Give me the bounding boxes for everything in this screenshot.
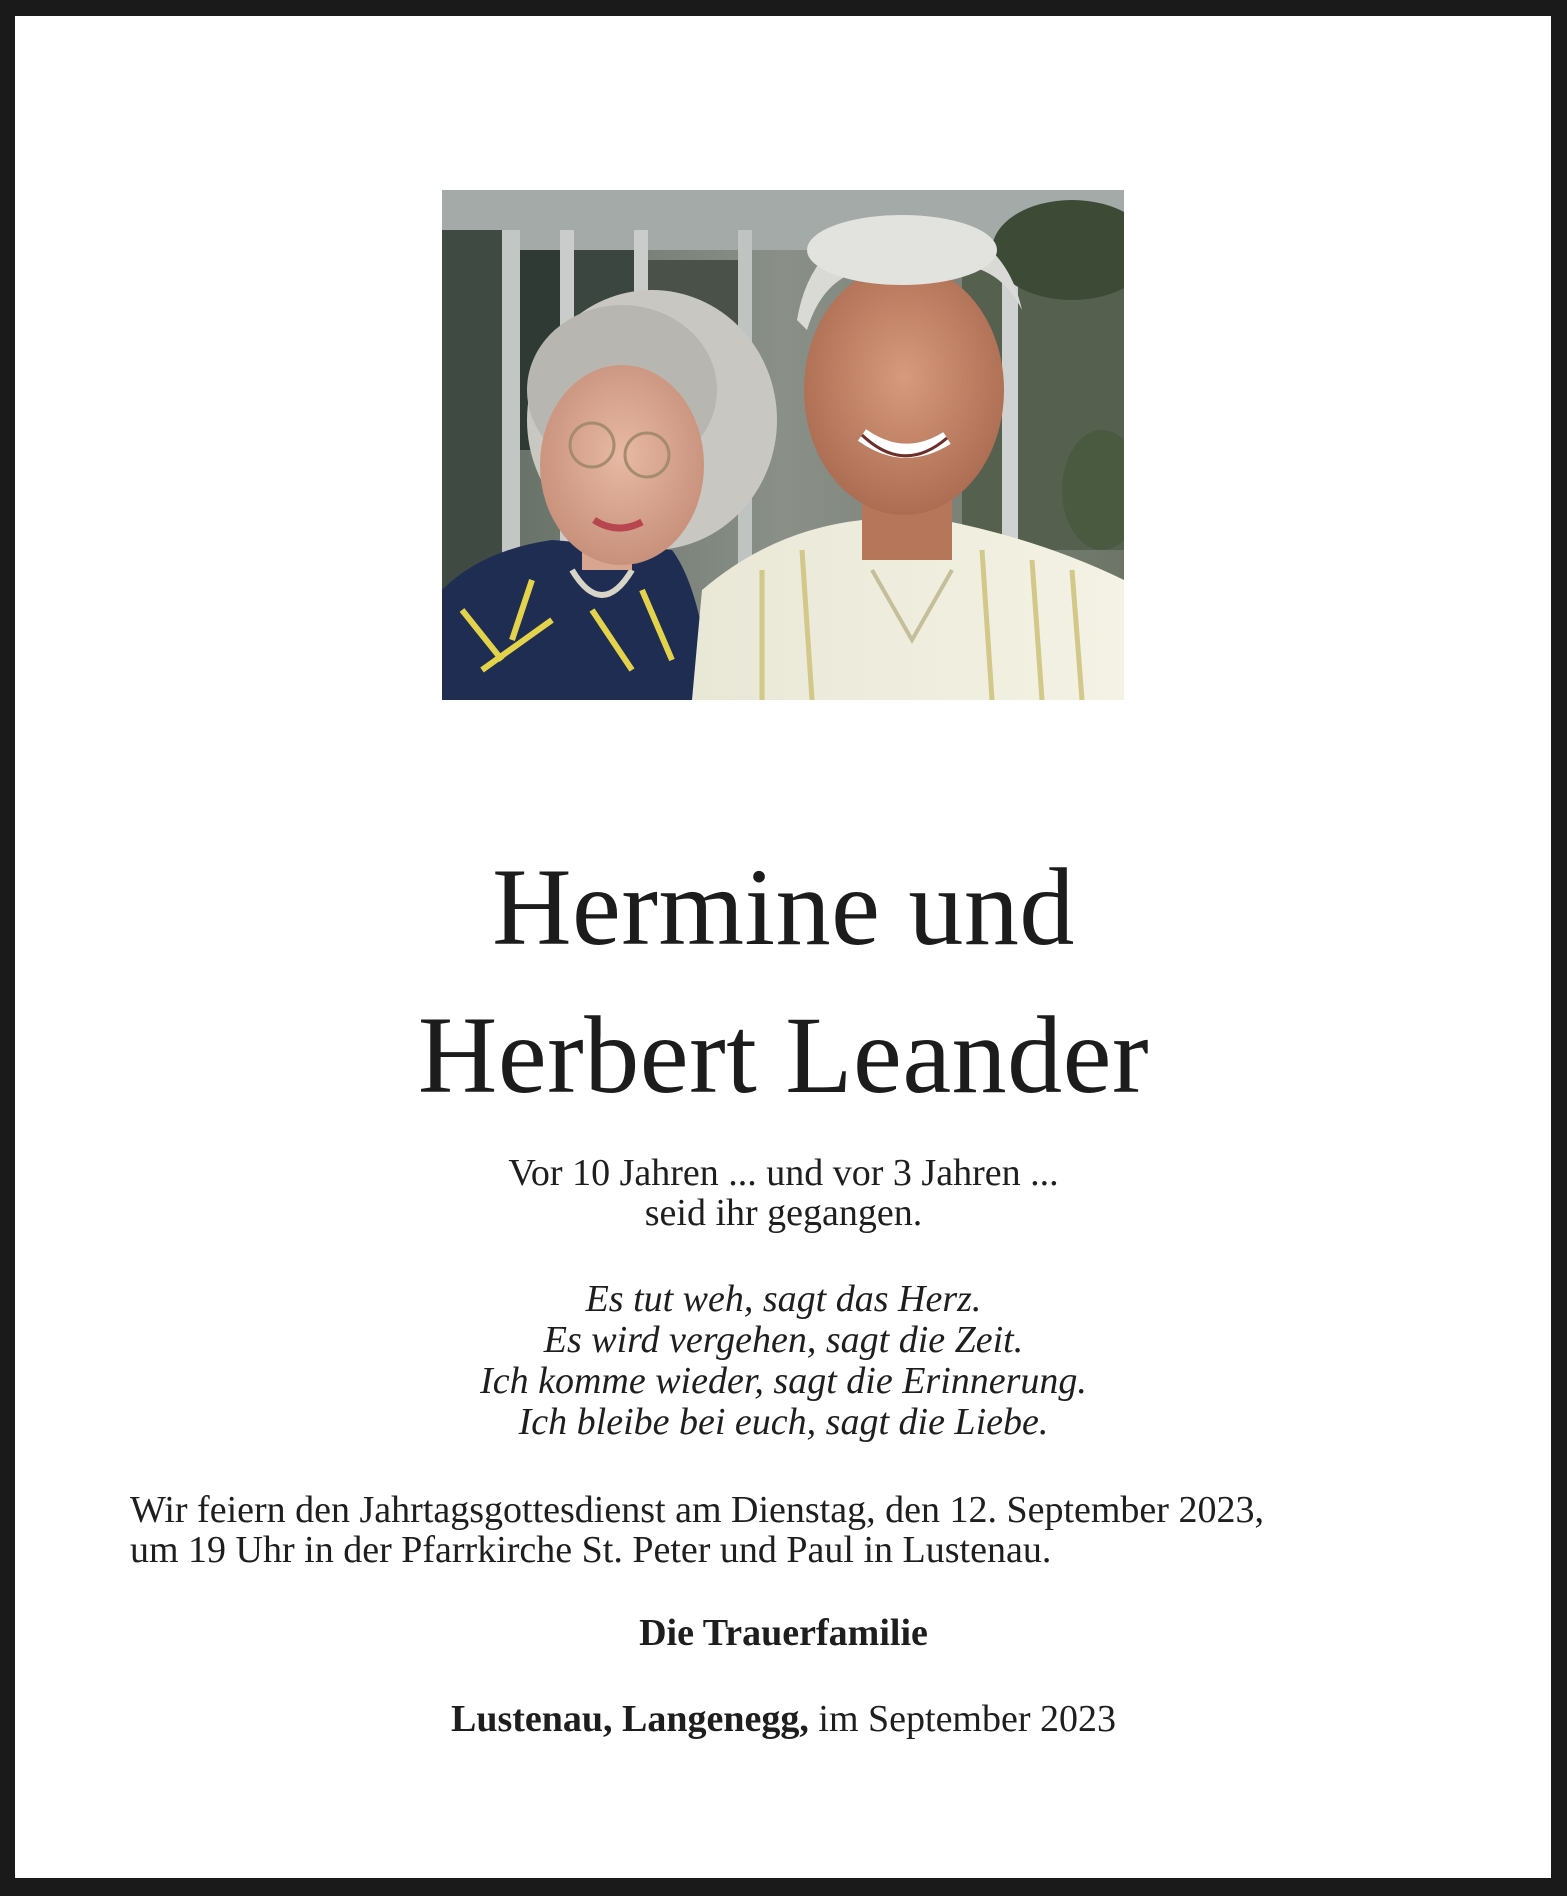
poem-line: Es wird vergehen, sagt die Zeit. bbox=[543, 1319, 1024, 1361]
place-and-date bbox=[120, 1699, 1447, 1739]
couple-photo-illustration bbox=[442, 190, 1124, 700]
service-line-1: Wir feiern den Jahrtagsgottesdienst am Dienstag, den 12. September 2023, bbox=[130, 1489, 1264, 1531]
poem-line: Es tut weh, sagt das Herz. bbox=[585, 1278, 982, 1320]
name-line-1: Hermine und bbox=[492, 846, 1075, 968]
name-line-2: Herbert Leander bbox=[417, 994, 1150, 1116]
place-names: Lustenau, Langenegg, bbox=[450, 1698, 809, 1740]
service-line-2: um 19 Uhr in der Pfarrkirche St. Peter und Paul in Lustenau. bbox=[130, 1529, 1052, 1571]
poem-line: Ich bleibe bei euch, sagt die Liebe. bbox=[518, 1401, 1049, 1443]
date-text: im September 2023 bbox=[808, 1698, 1117, 1740]
poem-line: Ich komme wieder, sagt die Erinnerung. bbox=[480, 1360, 1087, 1402]
couple-photo bbox=[442, 190, 1124, 700]
years-line-1: Vor 10 Jahren ... und vor 3 Jahren ... bbox=[508, 1152, 1059, 1194]
years-line-2: seid ihr gegangen. bbox=[644, 1192, 923, 1234]
signature: Die Trauerfamilie bbox=[639, 1612, 928, 1654]
